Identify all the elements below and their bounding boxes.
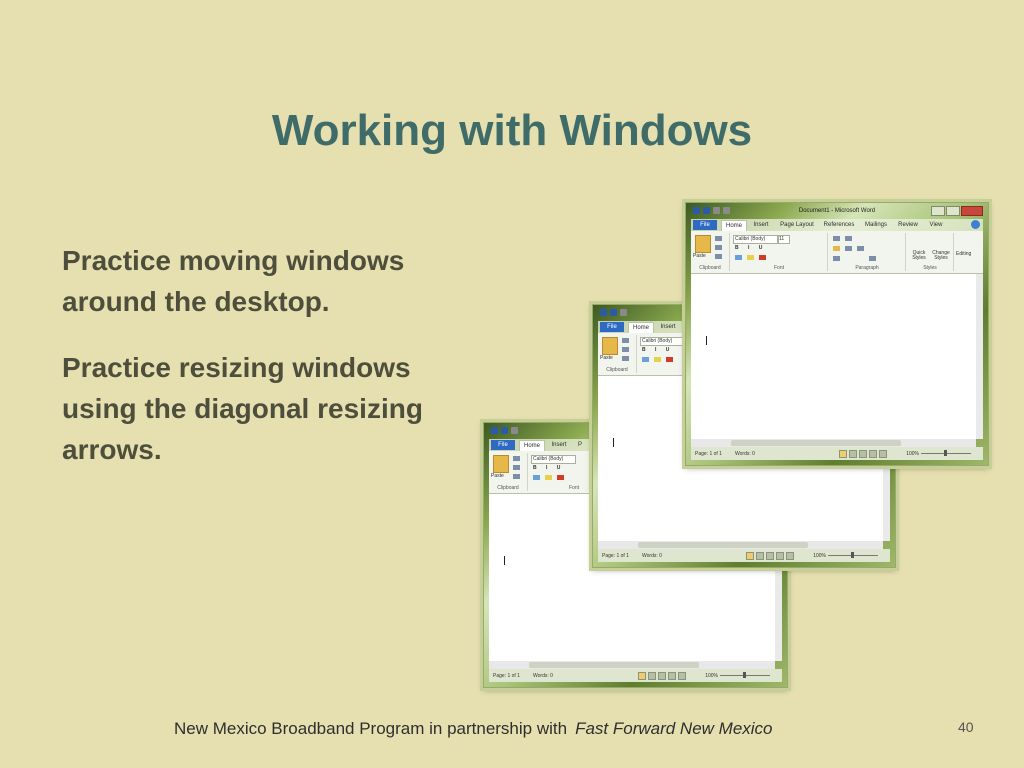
highlight-icon[interactable] [747,255,754,260]
web-layout-icon[interactable] [766,552,774,560]
format-painter-icon[interactable] [513,474,520,479]
highlight-icon[interactable] [654,357,661,362]
font-color-icon[interactable] [759,255,766,260]
tab-home[interactable]: Home [721,220,747,231]
status-bar [691,447,983,460]
footer [174,719,773,739]
zoom-slider-knob[interactable] [944,450,947,456]
quick-access-toolbar[interactable] [491,427,518,434]
clipboard-group [598,335,637,373]
page-count[interactable]: Page: 1 of 1 [602,553,629,559]
zoom-slider-knob[interactable] [851,552,854,558]
format-buttons[interactable]: B I U [735,245,767,251]
tab-home[interactable]: Home [519,440,545,451]
ribbon [691,231,983,274]
bullets-icon[interactable] [833,236,840,241]
page-count[interactable]: Page: 1 of 1 [493,673,520,679]
bullet-item: Practice moving windows around the desktop. [62,245,405,317]
copy-icon[interactable] [513,465,520,470]
shading-icon[interactable] [833,256,840,261]
maximize-button[interactable] [946,206,960,216]
editing-group [955,233,979,271]
tab-page-layout[interactable]: Page Layout [780,222,814,228]
font-color-icon[interactable] [557,475,564,480]
print-layout-icon[interactable] [839,450,847,458]
paste-button[interactable]: Paste [600,355,613,361]
zoom-level[interactable]: 100% [813,553,826,559]
horizontal-scrollbar[interactable] [691,439,976,447]
slide-title: Working with Windows [271,106,753,155]
outline-icon[interactable] [668,672,676,680]
full-screen-icon[interactable] [756,552,764,560]
status-bar [598,549,890,562]
word-icon [600,309,607,316]
word-window-top[interactable] [685,202,989,466]
group-label: Paragraph [855,265,879,271]
caption-buttons [930,206,983,216]
group-label: Clipboard [699,265,721,271]
page-number: 40 [958,719,974,735]
paragraph-group [829,233,906,271]
align-left-icon[interactable] [833,246,840,251]
paste-icon[interactable] [695,235,711,253]
format-buttons[interactable]: B I U [533,465,565,471]
copy-icon[interactable] [622,347,629,352]
paste-icon[interactable] [493,455,509,473]
draft-icon[interactable] [786,552,794,560]
tab-file[interactable]: File [693,220,717,230]
outline-icon[interactable] [776,552,784,560]
outline-icon[interactable] [869,450,877,458]
text-effects-icon[interactable] [533,475,540,480]
undo-icon[interactable] [620,309,627,316]
print-layout-icon[interactable] [638,672,646,680]
word-count[interactable]: Words: 0 [735,451,755,457]
footer-partner: Fast Forward New Mexico [575,719,773,738]
footer-text: New Mexico Broadband Program in partnership with [174,719,568,738]
document-area[interactable] [691,274,976,439]
tab-insert[interactable]: Insert [753,222,769,228]
quick-access-toolbar[interactable] [600,309,627,316]
clipboard-group [691,233,730,271]
zoom-level[interactable]: 100% [705,673,718,679]
tab-file[interactable]: File [491,440,515,450]
font-name-box[interactable]: Calibri (Body) [531,455,576,464]
full-screen-icon[interactable] [849,450,857,458]
close-button[interactable] [961,206,983,216]
tab-references[interactable]: References [823,222,855,228]
tab-file[interactable]: File [600,322,624,332]
format-buttons[interactable]: B I U [642,347,674,353]
save-icon[interactable] [610,309,617,316]
web-layout-icon[interactable] [658,672,666,680]
cut-icon[interactable] [715,236,722,241]
font-group [731,233,828,271]
align-center-icon[interactable] [845,246,852,251]
ribbon-tabs [691,219,983,231]
text-effects-icon[interactable] [735,255,742,260]
paste-button[interactable]: Paste [491,473,504,479]
group-label: Font [568,485,579,491]
copy-icon[interactable] [715,245,722,250]
scroll-thumb[interactable] [638,542,808,548]
scroll-thumb[interactable] [731,440,901,446]
view-buttons[interactable] [746,552,794,560]
group-label: Styles [923,265,937,271]
align-right-icon[interactable] [857,246,864,251]
draft-icon[interactable] [879,450,887,458]
bullet-list [62,240,482,495]
scroll-thumb[interactable] [529,662,699,668]
group-label: Clipboard [497,485,519,491]
view-buttons[interactable] [839,450,887,458]
text-cursor [504,556,505,565]
clipboard-group [489,453,528,491]
horizontal-scrollbar[interactable] [489,661,775,669]
bullet-item: Practice resizing windows using the diagonal resizing arrows. [62,352,423,465]
word-count[interactable]: Words: 0 [642,553,662,559]
cut-icon[interactable] [622,338,629,343]
horizontal-scrollbar[interactable] [598,541,883,549]
font-color-icon[interactable] [666,357,673,362]
title-bar[interactable] [691,205,983,218]
vertical-scrollbar[interactable] [976,274,983,439]
paste-icon[interactable] [602,337,618,355]
draft-icon[interactable] [678,672,686,680]
font-name-box[interactable]: Calibri (Body) [733,235,778,244]
full-screen-icon[interactable] [648,672,656,680]
text-cursor [613,438,614,447]
cut-icon[interactable] [513,456,520,461]
tab-review[interactable]: Review [898,222,918,228]
text-effects-icon[interactable] [642,357,649,362]
font-size-box[interactable]: 11 [778,235,790,244]
zoom-slider-knob[interactable] [743,672,746,678]
group-label: Font [773,265,784,271]
editing-button[interactable]: Editing [956,251,972,257]
undo-icon[interactable] [511,427,518,434]
format-painter-icon[interactable] [622,356,629,361]
font-name-box[interactable]: Calibri (Body) [640,337,685,346]
tab-mailings[interactable]: Mailings [864,222,887,228]
status-bar [489,669,782,682]
tab-view[interactable]: View [929,222,943,228]
help-icon[interactable] [971,220,980,229]
styles-group [907,233,954,271]
zoom-level[interactable]: 100% [906,451,919,457]
web-layout-icon[interactable] [859,450,867,458]
window-title: Document1 - Microsoft Word [798,208,876,214]
word-icon [491,427,498,434]
tab-insert[interactable]: Insert [551,442,567,448]
word-count[interactable]: Words: 0 [533,673,553,679]
quick-styles-button[interactable]: Quick Styles [912,250,926,261]
change-styles-button[interactable]: Change Styles [932,250,950,261]
view-buttons[interactable] [638,672,686,680]
show-marks-icon[interactable] [869,256,876,261]
print-layout-icon[interactable] [746,552,754,560]
numbering-icon[interactable] [845,236,852,241]
tab-home[interactable]: Home [628,322,654,333]
page-count[interactable]: Page: 1 of 1 [695,451,722,457]
paste-button[interactable]: Paste [693,253,706,259]
tab-insert[interactable]: Insert [660,324,676,330]
format-painter-icon[interactable] [715,254,722,259]
tab-page-layout[interactable]: P [577,442,582,448]
highlight-icon[interactable] [545,475,552,480]
minimize-button[interactable] [931,206,945,216]
save-icon[interactable] [501,427,508,434]
group-label: Clipboard [606,367,628,373]
text-cursor [706,336,707,345]
